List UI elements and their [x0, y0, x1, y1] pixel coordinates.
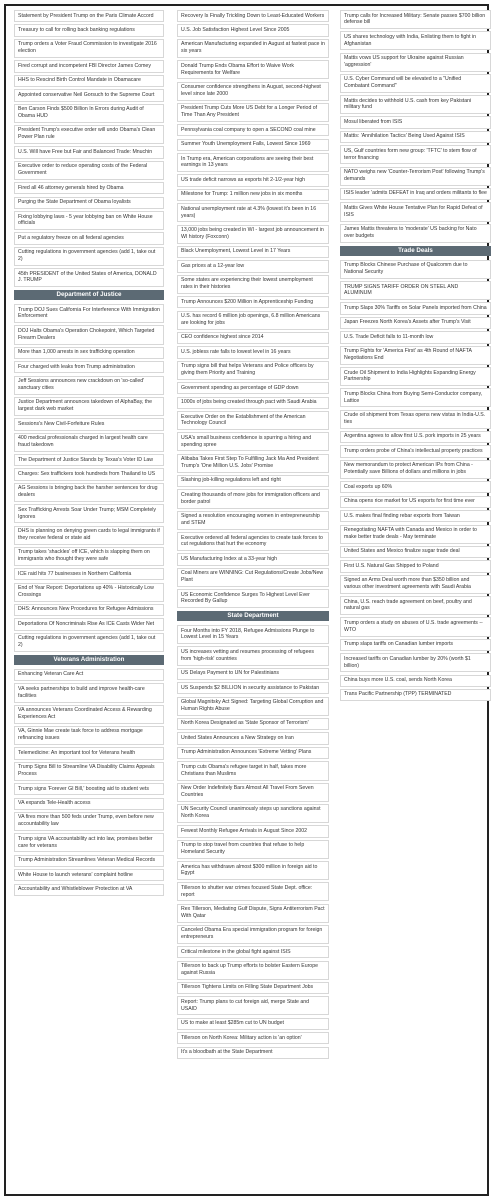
list-item: Summer Youth Unemployment Falls, Lowest Since 1969	[177, 139, 329, 151]
list-item: Telemedicine: An important tool for Veterans health	[14, 747, 164, 759]
list-item: 13,000 jobs being created in WI - largest job announcement in WI history (Foxconn)	[177, 225, 329, 244]
list-item: Deportations Of Noncriminals Rise As ICE Casts Wider Net	[14, 618, 164, 630]
list-item: President Trump's executive order will undo Obama's Clean Power Plan rule	[14, 125, 164, 144]
state-list	[177, 625, 329, 1059]
list-item: Rex Tillerson, Mediating Gulf Dispute, Signs Antiterrorism Pact With Qatar	[177, 904, 329, 923]
justice-list	[14, 304, 164, 652]
list-item: Government spending as percentage of GDP down	[177, 382, 329, 394]
list-item: Trump orders probe of China's intellectual property practices	[340, 445, 491, 457]
list-item: US Manufacturing Index at a 33-year high	[177, 553, 329, 565]
list-item: Signed a resolution encouraging women in entrepreneurship and STEM	[177, 511, 329, 530]
list-item: Global Magnitsky Act Signed: Targeting Global Corruption and Human Rights Abuse	[177, 697, 329, 716]
list-item: DOJ Halts Obama's Operation Chokepoint, Which Targeted Firearm Dealers	[14, 325, 164, 344]
list-item: Trans Pacific Partnership (TPP) TERMINATED	[340, 689, 491, 701]
list-item: In Trump era, American corporations are seeing their best earnings in 13 years	[177, 153, 329, 172]
section-header-trade-deals: Trade Deals	[340, 246, 491, 256]
list-item: Mattis Gives White House Tentative Plan for Rapid Defeat of ISIS	[340, 202, 491, 221]
list-item: US Delays Payment to UN for Palestinians	[177, 668, 329, 680]
column-left	[14, 10, 164, 898]
list-item: US to make at least $285m cut to UN budget	[177, 1018, 329, 1030]
list-item: Japan Freezes North Korea's Assets after Trump's Visit	[340, 317, 491, 329]
list-item: AG Sessions is bringing back the harsher sentences for drug dealers	[14, 483, 164, 502]
list-item: Trump Administration Streamlines Veteran Medical Records	[14, 855, 164, 867]
list-item: Charges: Sex traffickers took hundreds from Thailand to US	[14, 468, 164, 480]
list-item: Jeff Sessions announces new crackdown on 'so-called' sanctuary cities	[14, 376, 164, 395]
list-item: Sex Trafficking Arrests Soar Under Trump; MSM Completely Ignores	[14, 504, 164, 523]
list-item: Trump Fights for 'America First' as 4th Round of NAFTA Negotiations End	[340, 346, 491, 365]
section-header-state-department: State Department	[177, 611, 329, 621]
list-item: VA announces Veterans Coordinated Access & Rewarding Experiences Act	[14, 705, 164, 724]
list-item: Coal Miners are WINNING: Cut Regulations/Create Jobs/New Plant	[177, 568, 329, 587]
list-item: Purging the State Department of Obama loyalists	[14, 197, 164, 209]
list-item: UN Security Council unanimously steps up sanctions against North Korea	[177, 804, 329, 823]
list-item: Trump Administration Announces 'Extreme Vetting' Plans	[177, 747, 329, 759]
list-item: Crude oil shipment from Texas opens new vistas in India-U.S. ties	[340, 410, 491, 429]
list-item: Trump Signs Bill to Streamline VA Disability Claims Appeals Process	[14, 762, 164, 781]
list-item: James Mattis threatens to 'moderate' US backing for Nato over budgets	[340, 224, 491, 243]
list-item: Black Unemployment, Lowest Level in 17 Years	[177, 246, 329, 258]
list-item: Executive ordered all federal agencies to create task forces to cut regulations that hurt the economy	[177, 532, 329, 551]
list-item: US increases vetting and resumes processing of refugees from 'high-risk' countries	[177, 646, 329, 665]
list-item: Accountability and Whistleblower Protection at VA	[14, 884, 164, 896]
list-item: VA expands Tele-Health access	[14, 798, 164, 810]
list-item: US, Gulf countries form new group: 'TFTC' to stem flow of terror financing	[340, 145, 491, 164]
list-item: Treasury to call for rolling back banking regulations	[14, 24, 164, 36]
list-item: DHS: Announces New Procedures for Refugee Admissions	[14, 604, 164, 616]
list-item: China buys more U.S. coal, sends North Korea	[340, 675, 491, 687]
list-item: Tillerson on North Korea: Military action is 'an option'	[177, 1032, 329, 1044]
list-item: Trump cuts Obama's refugee target in half, takes more Christians than Muslims	[177, 761, 329, 780]
list-item: VA seeks partnerships to build and improve health-care facilities	[14, 683, 164, 702]
general-list	[14, 10, 164, 287]
list-item: 1000s of jobs being created through pact with Saudi Arabia	[177, 397, 329, 409]
section-header-veterans-administration: Veterans Administration	[14, 655, 164, 665]
list-item: U.S. Cyber Command will be elevated to a "Unified Combatant Command"	[340, 74, 491, 93]
list-item: New memorandum to protect American IPs from China - Potentially save Billions of dollars and millions in jobs	[340, 460, 491, 479]
list-item: Justice Department announces takedown of AlphaBay, the largest dark web market	[14, 397, 164, 416]
list-item: US Economic Confidence Surges To Highest Level Ever Recorded By Gallup	[177, 589, 329, 608]
list-item: DHS is planning on denying green cards to legal immigrants if they receive federal or state aid	[14, 526, 164, 545]
column-middle	[177, 10, 329, 1061]
page-frame	[4, 4, 489, 1196]
list-item: Mosul liberated from ISIS	[340, 116, 491, 128]
list-item: End of Year Report: Deportations up 40% - Historically Low Crossings	[14, 583, 164, 602]
list-item: U.S. makes final finding rebar exports from Taiwan	[340, 510, 491, 522]
list-item: Trump Announces $200 Million in Apprenticeship Funding	[177, 296, 329, 308]
list-item: Trump signs 'Forever GI Bill,' boosting aid to student vets	[14, 783, 164, 795]
list-item: Executive order to reduce operating costs of the Federal Government	[14, 161, 164, 180]
list-item: Mattis: 'Annihilation Tactics' Being Used Against ISIS	[340, 131, 491, 143]
list-item: U.S. has record 6 million job openings, 6.8 million Americans are looking for jobs	[177, 311, 329, 330]
list-item: HHS to Rescind Birth Control Mandate in Obamacare	[14, 75, 164, 87]
list-item: Trump signs bill that helps Veterans and Police officers by giving them Priority and Training	[177, 361, 329, 380]
list-item: China opens rice market for US exports for first time ever	[340, 496, 491, 508]
list-item: Tillerson to back up Trump efforts to bolster Eastern Europe against Russia	[177, 961, 329, 980]
list-item: US shares technology with India, Enlisting them to fight in Afghanistan	[340, 31, 491, 50]
list-item: Trump takes 'shackles' off ICE, which is slapping them on immigrants who thought they were safe	[14, 547, 164, 566]
list-item: Trump slaps tariffs on Canadian lumber imports	[340, 639, 491, 651]
list-item: Four Months into FY 2018, Refugee Admissions Plunge to Lowest Level in 15 Years	[177, 625, 329, 644]
list-item: United States and Mexico finalize sugar trade deal	[340, 546, 491, 558]
list-item: Milestone for Trump: 1 million new jobs in six months	[177, 189, 329, 201]
list-item: Trump DOJ Sues California For Interference With Immigration Enforcement	[14, 304, 164, 323]
list-item: Slashing job-killing regulations left and right	[177, 475, 329, 487]
list-item: Sessions's New Civil-Forfeiture Rules	[14, 418, 164, 430]
list-item: Trump signs VA accountability act into law, promises better care for veterans	[14, 833, 164, 852]
list-item: Enhancing Veteran Care Act	[14, 669, 164, 681]
list-item: Appointed conservative Neil Gorsuch to the Supreme Court	[14, 89, 164, 101]
list-item: Ben Carson Finds $500 Billion In Errors during Audit of Obama HUD	[14, 104, 164, 123]
list-item: North Korea Designated as 'State Sponsor of Terrorism'	[177, 718, 329, 730]
trade-list	[340, 260, 491, 701]
list-item: Fewest Monthly Refugee Arrivals in August Since 2002	[177, 825, 329, 837]
list-item: President Trump Cuts More US Debt for a Longer Period of Time Than Any President	[177, 103, 329, 122]
list-item: Coal exports up 60%	[340, 481, 491, 493]
list-item: 45th PRESIDENT of the United States of America, DONALD J. TRUMP	[14, 268, 164, 287]
list-item: Crude Oil Shipment to India Highlights Expanding Energy Partnership	[340, 367, 491, 386]
list-item: Renegotiating NAFTA with Canada and Mexico in order to make better trade deals - May terminate	[340, 525, 491, 544]
list-item: Report: Trump plans to cut foreign aid, merge State and USAID	[177, 996, 329, 1015]
list-item: China, U.S. reach trade agreement on beef, poultry and natural gas	[340, 596, 491, 615]
list-item: CEO confidence highest since 2014	[177, 332, 329, 344]
list-item: Gas prices at a 12-year low	[177, 260, 329, 272]
list-item: Trump Blocks China from Buying Semi-Conductor company, Lattice	[340, 388, 491, 407]
list-item: Canceled Obama Era special immigration program for foreign entrepreneurs	[177, 925, 329, 944]
section-header-department-of-justice: Department of Justice	[14, 290, 164, 300]
list-item: Consumer confidence strengthens in August, second-highest level since late 2000	[177, 82, 329, 101]
list-item: Tillerson to shutter war crimes focused State Dept. office: report	[177, 882, 329, 901]
list-item: Recovery Is Finally Trickling Down to Least-Educated Workers	[177, 10, 329, 22]
list-item: US Suspends $2 BILLION in security assistance to Pakistan	[177, 682, 329, 694]
list-item: U.S. Job Satisfaction Highest Level Since 2005	[177, 24, 329, 36]
list-item: America has withdrawn almost $300 million in foreign aid to Egypt	[177, 861, 329, 880]
list-item: Executive Order on the Establishment of the American Technology Council	[177, 411, 329, 430]
list-item: First U.S. Natural Gas Shipped to Poland	[340, 560, 491, 572]
list-item: National unemployment rate at 4.3% (lowest it's been in 16 years)	[177, 203, 329, 222]
list-item: U.S. Trade Deficit falls to 11-month low	[340, 331, 491, 343]
column-right	[340, 10, 491, 703]
list-item: Trump Slaps 30% Tariffs on Solar Panels imported from China	[340, 302, 491, 314]
list-item: U.S. jobless rate falls to lowest level in 16 years	[177, 346, 329, 358]
list-item: Fired all 46 attorney generals hired by Obama	[14, 182, 164, 194]
list-item: US trade deficit narrows as exports hit 2-1/2-year high	[177, 174, 329, 186]
list-item: Trump to stop travel from countries that refuse to help Homeland Security	[177, 840, 329, 859]
list-item: Trump orders a study on abuses of U.S. trade agreements -- WTO	[340, 617, 491, 636]
list-item: Four charged with leaks from Trump administration	[14, 361, 164, 373]
veterans-list	[14, 669, 164, 896]
list-item: Tillerson Tightens Limits on Filling State Department Jobs	[177, 982, 329, 994]
list-item: American Manufacturing expanded in August at fastest pace in six years	[177, 39, 329, 58]
list-item: Trump Blocks Chinese Purchase of Qualcomm due to National Security	[340, 260, 491, 279]
list-item: Trump orders a Voter Fraud Commission to investigate 2016 election	[14, 39, 164, 58]
list-item: Argentina agrees to allow first U.S. pork imports in 25 years	[340, 431, 491, 443]
list-item: Creating thousands of more jobs for immigration officers and border patrol	[177, 489, 329, 508]
list-item: Some states are experiencing their lowest unemployment rates in their histories	[177, 275, 329, 294]
list-item: Mattis vows US support for Ukraine against Russian 'aggression'	[340, 53, 491, 72]
list-item: Critical milestone in the global fight against ISIS	[177, 946, 329, 958]
list-item: More than 1,000 arrests in sex trafficking operation	[14, 347, 164, 359]
list-item: ICE raid hits 77 businesses in Northern California	[14, 568, 164, 580]
list-item: New Order Indefinitely Bars Almost All Travel From Seven Countries	[177, 783, 329, 802]
list-item: Trump calls for Increased Military: Senate passes $700 billion defense bill	[340, 10, 491, 29]
list-item: It's a bloodbath at the State Department	[177, 1047, 329, 1059]
list-item: The Department of Justice Stands by Texas's Voter ID Law	[14, 454, 164, 466]
list-item: Cutting regulations in government agencies (add 1, take out 2)	[14, 633, 164, 652]
list-item: VA fires more than 500 feds under Trump, even before new accountability law	[14, 812, 164, 831]
list-item: Statement by President Trump on the Paris Climate Accord	[14, 10, 164, 22]
list-item: Signed an Arms Deal worth more than $350 billion and various other investment agreements with Saudi Arabia	[340, 575, 491, 594]
list-item: ISIS leader 'admits DEFEAT in Iraq and orders militants to flee	[340, 188, 491, 200]
list-item: USA's small business confidence is spurring a hiring and spending spree	[177, 432, 329, 451]
list-item: NATO weighs new 'Counter-Terrorism Post' following Trump's demands	[340, 167, 491, 186]
list-item: Mattis decides to withhold U.S. cash from key Pakistani military fund	[340, 95, 491, 114]
economy-list	[177, 10, 329, 608]
list-item: Donald Trump Ends Obama Effort to Waive Work Requirements for Welfare	[177, 60, 329, 79]
list-item: Cutting regulations in government agencies (add 1, take out 2)	[14, 247, 164, 266]
list-item: United States Announces a New Strategy on Iran	[177, 732, 329, 744]
list-item: Alibaba Takes First Step To Fulfilling Jack Ma And President Trump's 'One Million U.S. Jobs' Promise	[177, 454, 329, 473]
list-item: U.S. Will have Free but Fair and Balanced Trade: Mnuchin	[14, 146, 164, 158]
list-item: Fired corrupt and incompetent FBI Director James Comey	[14, 60, 164, 72]
list-item: Put a regulatory freeze on all federal agencies	[14, 232, 164, 244]
list-item: White House to launch veterans' complaint hotline	[14, 869, 164, 881]
list-item: Pennsylvania coal company to open a SECOND coal mine	[177, 124, 329, 136]
list-item: 400 medical professionals charged in largest health care fraud takedown	[14, 433, 164, 452]
military-list	[340, 10, 491, 243]
list-item: Increased tariffs on Canadian lumber by 20% (worth $1 billion)	[340, 653, 491, 672]
list-item: Fixing lobbying laws - 5 year lobbying ban on White House officials	[14, 211, 164, 230]
list-item: VA, Ginnie Mae create task force to address mortgage refinancing issues	[14, 726, 164, 745]
list-item: TRUMP SIGNS TARIFF ORDER ON STEEL AND ALUMINUM	[340, 281, 491, 300]
